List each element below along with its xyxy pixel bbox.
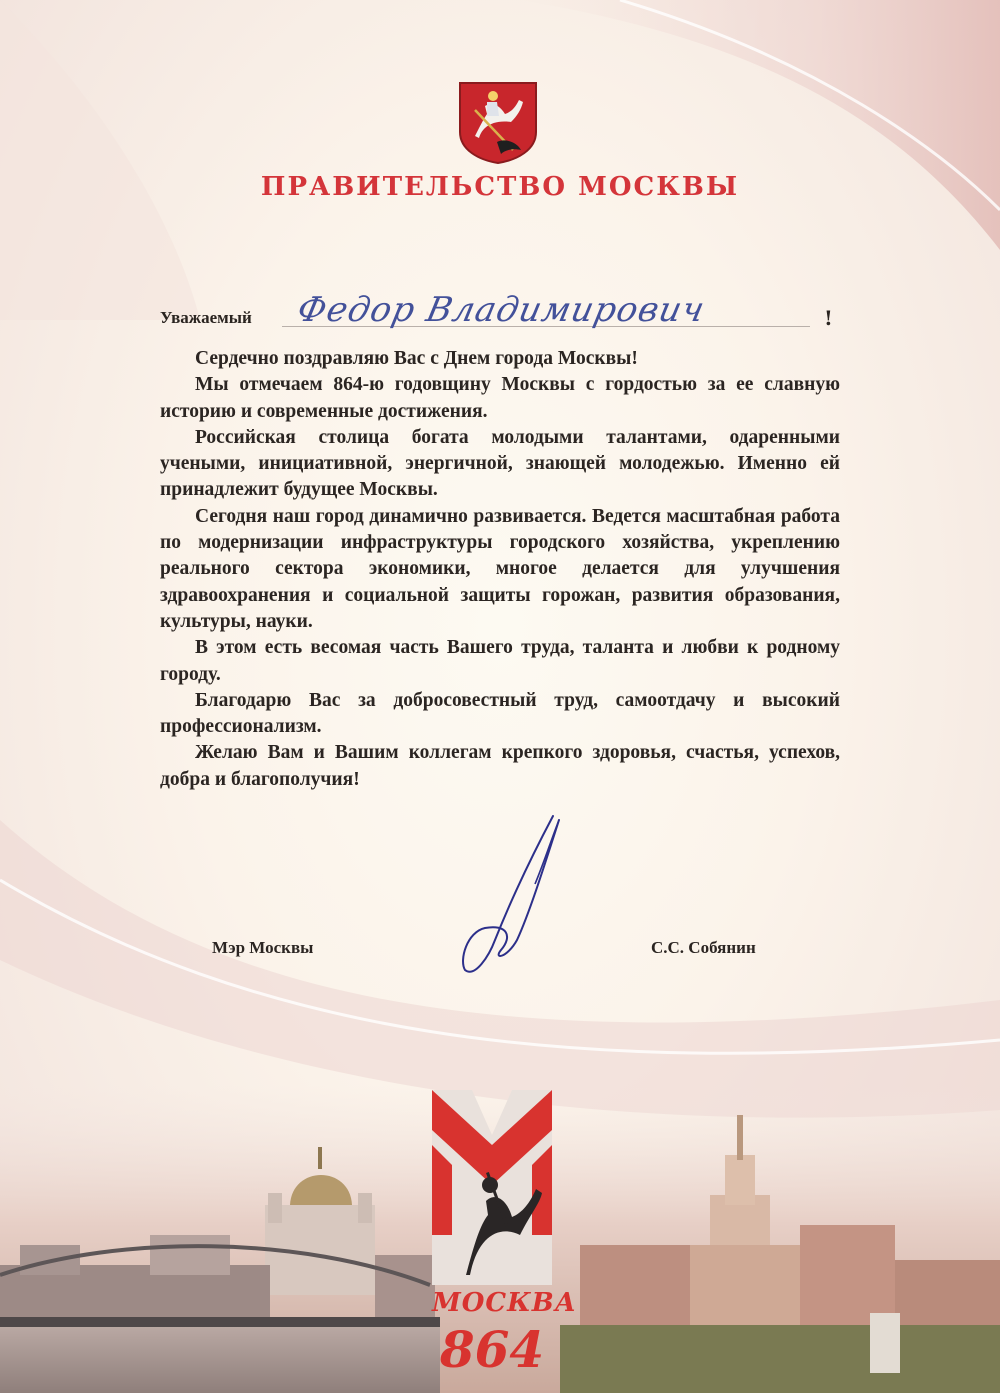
paragraph-5: В этом есть весомая часть Вашего труда, таланта и любви к родному городу.	[160, 637, 840, 685]
paragraph-2: Мы отмечаем 864-ю годовщину Москвы с гордостью за ее славную историю и современные достижения.	[160, 374, 840, 422]
paragraph-6: Благодарю Вас за добросовестный труд, самоотдачу и высокий профессионализм.	[160, 689, 840, 738]
paragraph-3: Российская столица богата молодыми талантами, одаренными учеными, инициативной, энергичной, знающей молодежью. Именно ей принадлежит будущее Москвы.	[160, 426, 840, 501]
moscow-864-logo-number: 864	[439, 1320, 545, 1379]
moscow-coat-of-arms-icon	[457, 80, 539, 164]
paragraph-7: Желаю Вам и Вашим коллегам крепкого здоровья, счастья, успехов, добра и благополучия!	[160, 742, 840, 790]
signer-role: Мэр Москвы	[212, 938, 314, 957]
signer-name: С.С. Собянин	[651, 938, 756, 957]
greeting-label: Уважаемый	[160, 308, 252, 327]
organization-title: ПРАВИТЕЛЬСТВО МОСКВЫ	[260, 172, 740, 202]
paragraph-4: Сегодня наш город динамично развивается. Ведется масштабная работа по модернизации инфраструктуры городского хозяйства, укреплению реального сектора экономики, многое делается для улучшения здравоохранения и социальной защиты горожан, развития образования, культуры, науки.	[160, 505, 840, 632]
letter-body	[160, 346, 840, 793]
handwritten-signature	[455, 810, 565, 980]
moscow-864-logo-word: МОСКВА	[432, 1288, 577, 1318]
greeting-exclamation: !	[824, 306, 833, 330]
recipient-name-handwritten: Федор Владимирович	[293, 290, 709, 330]
paragraph-1: Сердечно поздравляю Вас с Днем города Москвы!	[195, 348, 638, 369]
